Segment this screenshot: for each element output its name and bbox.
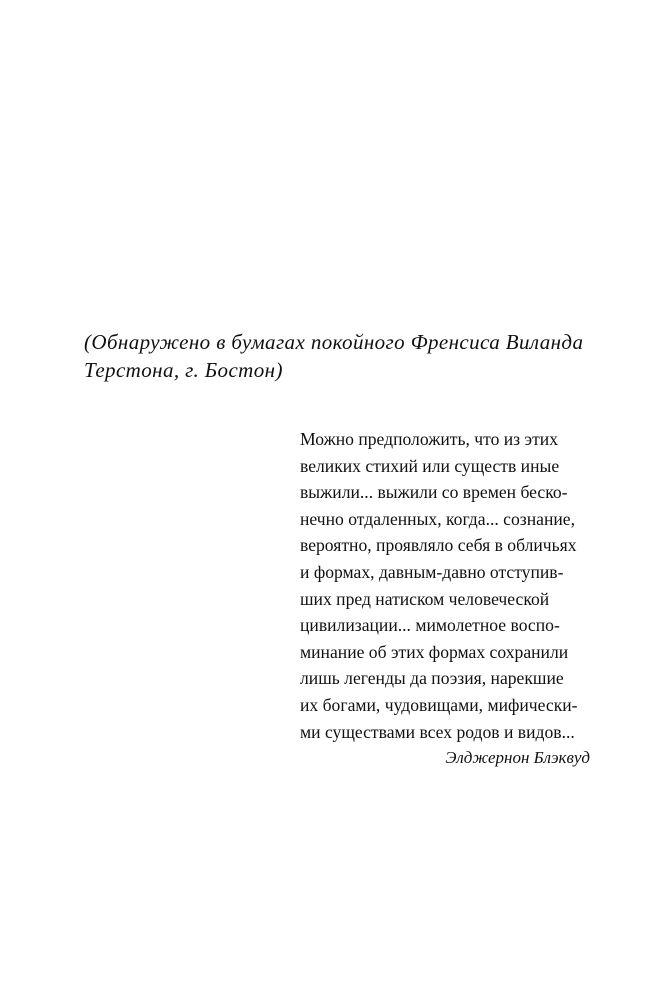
- epigraph-line-11: их богами, чудовищами, мифически-: [300, 694, 578, 715]
- epigraph-line-7: ших пред натиском человеческой: [300, 588, 550, 609]
- source-note-line-2: Терстона, г. Бостон): [84, 358, 283, 382]
- epigraph-line-2: великих стихий или существ иные: [300, 455, 560, 476]
- epigraph-line-10: лишь легенды да поэзия, нарекшие: [300, 668, 564, 689]
- epigraph-line-9: минание об этих формах сохранили: [300, 641, 569, 662]
- epigraph-line-12: ми существами всех родов и видов...: [300, 721, 575, 742]
- epigraph-line-5: вероятно, проявляло себя в обличьях: [300, 535, 577, 556]
- source-note: [84, 328, 590, 384]
- epigraph-line-1: Можно предположить, что из этих: [300, 429, 558, 449]
- source-note-line-1: (Обнаружено в бумагах покойного Френсиса Виланда: [84, 330, 584, 354]
- epigraph-line-6: и формах, давным-давно отступив-: [300, 561, 564, 582]
- epigraph-line-8: цивилизации... мимолетное воспо-: [300, 615, 560, 636]
- epigraph-author: Элджернон Блэквуд: [445, 748, 590, 768]
- epigraph-line-4: нечно отдаленных, когда... сознание,: [300, 508, 575, 529]
- epigraph-line-3: выжили... выжили со времен беско-: [300, 482, 568, 503]
- epigraph: [300, 426, 590, 771]
